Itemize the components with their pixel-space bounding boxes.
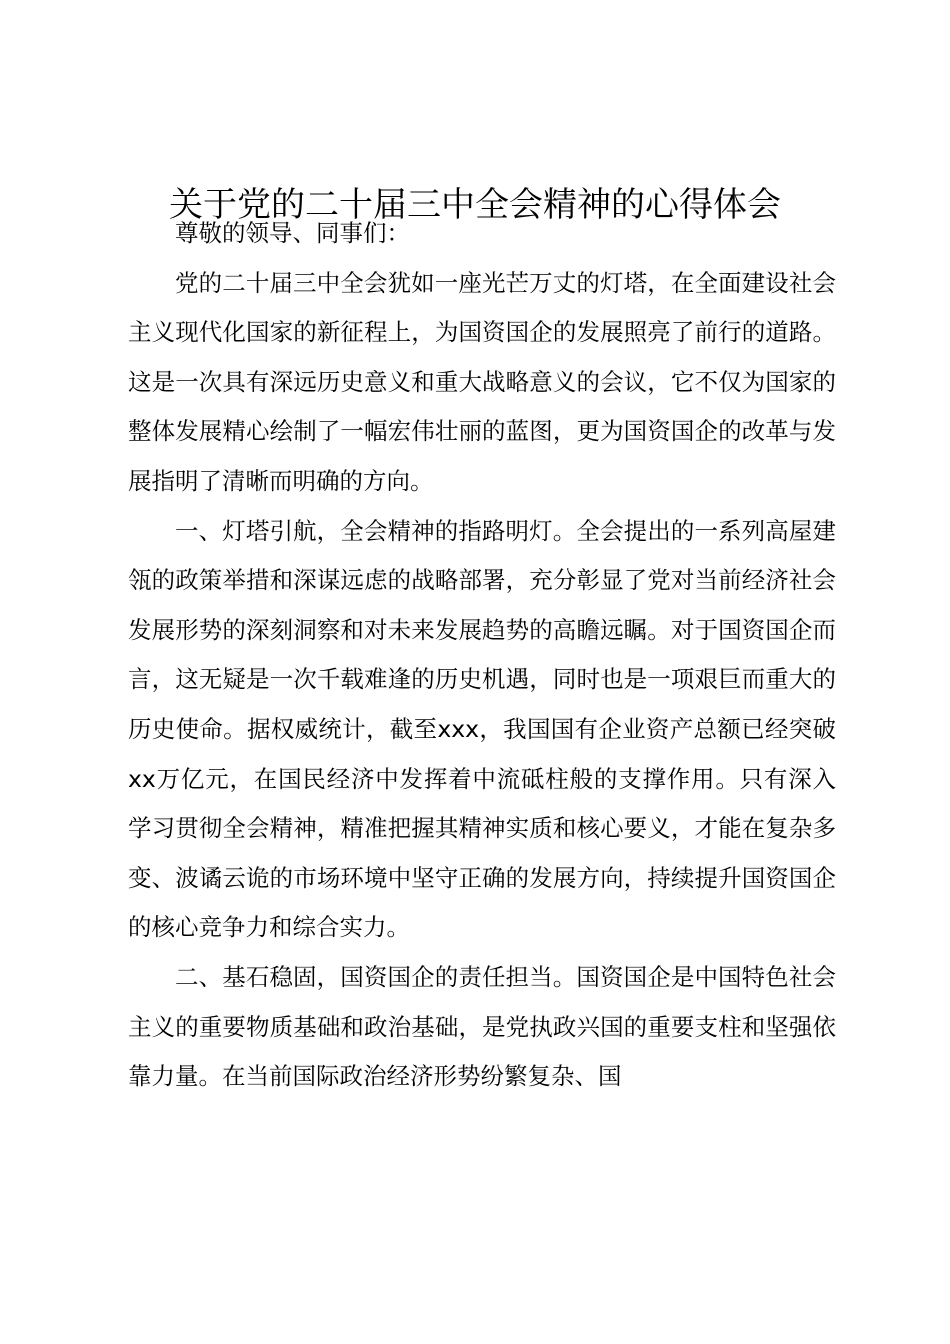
paragraph-section-two: 二、基石稳固，国资国企的责任担当。国资国企是中国特色社会主义的重要物质基础和政治基础，是党执政兴国的重要支柱和坚强依靠力量。在当前国际政治经济形势纷繁复杂、国 [128,962,836,1091]
document-body [128,209,836,1102]
paragraph-intro: 党的二十届三中全会犹如一座光芒万丈的灯塔，在全面建设社会主义现代化国家的新征程上，为国资国企的发展照亮了前行的道路。这是一次具有深远历史意义和重大战略意义的会议，它不仅为国家的整体发展精心绘制了一幅宏伟壮丽的蓝图，更为国资国企的改革与发展指明了清晰而明确的方向。 [128,268,836,495]
paragraph-section-one: 一、灯塔引航，全会精神的指路明灯。全会提出的一系列高屋建瓴的政策举措和深谋远虑的战略部署，充分彰显了党对当前经济社会发展形势的深刻洞察和对未来发展趋势的高瞻远瞩。对于国资国企而言，这无疑是一次千载难逢的历史机遇，同时也是一项艰巨而重大的历史使命。据权威统计，截至xxx，我国国有企业资产总额已经突破xx万亿元，在国民经济中发挥着中流砥柱般的支撑作用。只有深入学习贯彻全会精神，精准把握其精神实质和核心要义，才能在复杂多变、波谲云诡的市场环境中坚守正确的发展方向，持续提升国资国企的核心竞争力和综合实力。 [128,516,836,942]
document-title: 关于党的二十届三中全会精神的心得体会 [169,185,781,225]
salutation: 尊敬的领导、同事们： [175,219,410,247]
